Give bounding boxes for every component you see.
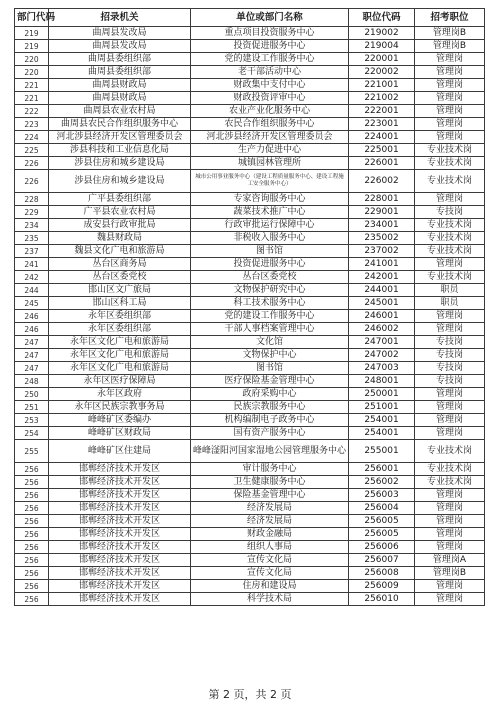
- agency-cell: 广平县委组织部: [49, 193, 191, 206]
- dept-code-cell: 220: [15, 66, 49, 79]
- position-code-cell: 241001: [349, 258, 415, 271]
- table-row: [15, 27, 485, 40]
- agency-cell: 邯郸经济技术开发区: [49, 476, 191, 489]
- unit-name-cell: 科学技术局: [191, 593, 349, 606]
- position-code-cell: 256006: [349, 541, 415, 554]
- unit-name-cell: 文物保护研究中心: [191, 284, 349, 297]
- table-row: [15, 79, 485, 92]
- header-position-code: 职位代码: [349, 9, 415, 27]
- dept-code-cell: 256: [15, 580, 49, 593]
- unit-name-cell: 老干部活动中心: [191, 66, 349, 79]
- dept-code-cell: 246: [15, 310, 49, 323]
- position-cell: 管理岗A: [415, 554, 485, 567]
- position-code-cell: 251001: [349, 401, 415, 414]
- agency-cell: 邯郸经济技术开发区: [49, 463, 191, 476]
- dept-code-cell: 226: [15, 157, 49, 170]
- agency-cell: 魏县财政局: [49, 232, 191, 245]
- agency-cell: 曲周县发改局: [49, 40, 191, 53]
- agency-cell: 河北涉县经济开发区管理委员会: [49, 131, 191, 144]
- position-cell: 专技岗: [415, 362, 485, 375]
- position-cell: 管理岗: [415, 323, 485, 336]
- position-code-cell: 221001: [349, 79, 415, 92]
- position-code-cell: 255001: [349, 440, 415, 463]
- unit-name-cell: 党的建设工作服务中心: [191, 53, 349, 66]
- position-cell: 专技岗: [415, 349, 485, 362]
- dept-code-cell: 256: [15, 541, 49, 554]
- table-row: [15, 502, 485, 515]
- table-row: [15, 206, 485, 219]
- dept-code-cell: 247: [15, 349, 49, 362]
- position-code-cell: 256003: [349, 489, 415, 502]
- table-row: [15, 388, 485, 401]
- position-code-cell: 256009: [349, 580, 415, 593]
- table-row: [15, 567, 485, 580]
- agency-cell: 邯郸经济技术开发区: [49, 515, 191, 528]
- position-cell: 管理岗: [415, 258, 485, 271]
- position-code-cell: 256010: [349, 593, 415, 606]
- unit-name-cell: 宣传文化局: [191, 554, 349, 567]
- agency-cell: 曲周县委组织部: [49, 53, 191, 66]
- table-row: [15, 53, 485, 66]
- unit-name-cell: 丛台区委党校: [191, 271, 349, 284]
- unit-name-cell: 机构编制电子政务中心: [191, 414, 349, 427]
- agency-cell: 成安县行政审批局: [49, 219, 191, 232]
- agency-cell: 邯郸经济技术开发区: [49, 541, 191, 554]
- unit-name-cell: 科工技术服务中心: [191, 297, 349, 310]
- table-row: [15, 157, 485, 170]
- dept-code-cell: 237: [15, 245, 49, 258]
- table-row: [15, 245, 485, 258]
- dept-code-cell: 256: [15, 476, 49, 489]
- unit-name-cell: 河北涉县经济开发区管理委员会: [191, 131, 349, 144]
- position-cell: 管理岗: [415, 489, 485, 502]
- unit-name-cell: 专家咨询服务中心: [191, 193, 349, 206]
- agency-cell: 邯郸经济技术开发区: [49, 567, 191, 580]
- agency-cell: 永年区政府: [49, 388, 191, 401]
- unit-name-cell: 经济发展局: [191, 515, 349, 528]
- table-row: [15, 541, 485, 554]
- agency-cell: 邯郸经济技术开发区: [49, 489, 191, 502]
- position-cell: 管理岗: [415, 118, 485, 131]
- unit-name-cell: 干部人事档案管理中心: [191, 323, 349, 336]
- unit-name-cell: 医疗保险基金管理中心: [191, 375, 349, 388]
- dept-code-cell: 242: [15, 271, 49, 284]
- dept-code-cell: 234: [15, 219, 49, 232]
- header-recruiting-agency: 招录机关: [49, 9, 191, 27]
- agency-cell: 丛台区商务局: [49, 258, 191, 271]
- agency-cell: 涉县住房和城乡建设局: [49, 170, 191, 193]
- position-code-cell: 234001: [349, 219, 415, 232]
- dept-code-cell: 244: [15, 284, 49, 297]
- dept-code-cell: 256: [15, 567, 49, 580]
- table-row: [15, 414, 485, 427]
- dept-code-cell: 235: [15, 232, 49, 245]
- table-row: [15, 515, 485, 528]
- dept-code-cell: 229: [15, 206, 49, 219]
- position-code-cell: 235002: [349, 232, 415, 245]
- position-cell: 专业技术岗: [415, 245, 485, 258]
- table-row: [15, 476, 485, 489]
- agency-cell: 涉县住房和城乡建设局: [49, 157, 191, 170]
- dept-code-cell: 241: [15, 258, 49, 271]
- position-code-cell: 254001: [349, 427, 415, 440]
- dept-code-cell: 251: [15, 401, 49, 414]
- table-row: [15, 118, 485, 131]
- table-row: [15, 336, 485, 349]
- position-code-cell: 229001: [349, 206, 415, 219]
- agency-cell: 永年区文化广电和旅游局: [49, 336, 191, 349]
- position-code-cell: 225001: [349, 144, 415, 157]
- unit-name-cell: 审计服务中心: [191, 463, 349, 476]
- position-code-cell: 254001: [349, 414, 415, 427]
- unit-name-cell: 文化馆: [191, 336, 349, 349]
- dept-code-cell: 256: [15, 502, 49, 515]
- table-row: [15, 271, 485, 284]
- table-row: [15, 284, 485, 297]
- dept-code-cell: 223: [15, 118, 49, 131]
- position-cell: 管理岗: [415, 515, 485, 528]
- dept-code-cell: 250: [15, 388, 49, 401]
- position-code-cell: 222001: [349, 105, 415, 118]
- position-cell: 专技岗: [415, 206, 485, 219]
- position-cell: 管理岗: [415, 131, 485, 144]
- dept-code-cell: 256: [15, 528, 49, 541]
- position-code-cell: 246001: [349, 310, 415, 323]
- table-row: [15, 362, 485, 375]
- position-cell: 专业技术岗: [415, 157, 485, 170]
- dept-code-cell: 220: [15, 53, 49, 66]
- position-cell: 管理岗: [415, 427, 485, 440]
- position-cell: 管理岗: [415, 193, 485, 206]
- position-code-cell: 242001: [349, 271, 415, 284]
- position-cell: 专业技术岗: [415, 476, 485, 489]
- position-cell: 专技岗: [415, 375, 485, 388]
- position-cell: 管理岗B: [415, 40, 485, 53]
- table-row: [15, 131, 485, 144]
- dept-code-cell: 254: [15, 427, 49, 440]
- unit-name-cell: 图书馆: [191, 362, 349, 375]
- table-row: [15, 323, 485, 336]
- position-cell: 管理岗B: [415, 567, 485, 580]
- dept-code-cell: 226: [15, 170, 49, 193]
- unit-name-cell: 民族宗教服务中心: [191, 401, 349, 414]
- unit-name-cell: 峰峰滏阳河国家湿地公园管理服务中心: [191, 440, 349, 463]
- position-cell: 管理岗: [415, 310, 485, 323]
- dept-code-cell: 247: [15, 336, 49, 349]
- table-row: [15, 170, 485, 193]
- position-cell: 管理岗: [415, 541, 485, 554]
- dept-code-cell: 256: [15, 463, 49, 476]
- dept-code-cell: 255: [15, 440, 49, 463]
- position-cell: 专业技术岗: [415, 440, 485, 463]
- agency-cell: 峰峰矿区财政局: [49, 427, 191, 440]
- unit-name-cell: 卫生健康服务中心: [191, 476, 349, 489]
- table-row: [15, 310, 485, 323]
- agency-cell: 魏县文化广电和旅游局: [49, 245, 191, 258]
- dept-code-cell: 246: [15, 323, 49, 336]
- position-code-cell: 221002: [349, 92, 415, 105]
- unit-name-cell: 城镇园林管理所: [191, 157, 349, 170]
- dept-code-cell: 256: [15, 554, 49, 567]
- position-cell: 专业技术岗: [415, 232, 485, 245]
- position-cell: 管理岗: [415, 53, 485, 66]
- position-cell: 专业技术岗: [415, 144, 485, 157]
- table-row: [15, 528, 485, 541]
- position-code-cell: 256005: [349, 515, 415, 528]
- position-code-cell: 256002: [349, 476, 415, 489]
- dept-code-cell: 221: [15, 79, 49, 92]
- recruitment-table: [14, 8, 485, 606]
- agency-cell: 邯山区科工局: [49, 297, 191, 310]
- table-row: [15, 427, 485, 440]
- agency-cell: 永年区医疗保障局: [49, 375, 191, 388]
- unit-name-cell: 蔬菜技术推广中心: [191, 206, 349, 219]
- position-code-cell: 246002: [349, 323, 415, 336]
- table-row: [15, 219, 485, 232]
- table-row: [15, 40, 485, 53]
- table-row: [15, 349, 485, 362]
- agency-cell: 曲周县农民合作组织服务中心: [49, 118, 191, 131]
- unit-name-cell: 非税收入服务中心: [191, 232, 349, 245]
- agency-cell: 邯郸经济技术开发区: [49, 528, 191, 541]
- dept-code-cell: 219: [15, 27, 49, 40]
- position-code-cell: 245001: [349, 297, 415, 310]
- table-row: [15, 489, 485, 502]
- table-row: [15, 144, 485, 157]
- table-header-row: [15, 9, 485, 27]
- unit-name-cell: 城市公用事业服务中心（建设工程质量服务中心、建设工程施工安全服务中心）: [191, 170, 349, 193]
- agency-cell: 曲周县财政局: [49, 79, 191, 92]
- table-row: [15, 105, 485, 118]
- agency-cell: 邯山区文广旅局: [49, 284, 191, 297]
- position-cell: 管理岗: [415, 388, 485, 401]
- position-code-cell: 219004: [349, 40, 415, 53]
- unit-name-cell: 财政金融局: [191, 528, 349, 541]
- agency-cell: 邯郸经济技术开发区: [49, 580, 191, 593]
- position-code-cell: 256001: [349, 463, 415, 476]
- unit-name-cell: 保险基金管理中心: [191, 489, 349, 502]
- header-dept-code: 部门代码: [15, 9, 49, 27]
- unit-name-cell: 农业产业化服务中心: [191, 105, 349, 118]
- position-cell: 管理岗: [415, 502, 485, 515]
- position-cell: 管理岗: [415, 414, 485, 427]
- position-code-cell: 237002: [349, 245, 415, 258]
- agency-cell: 邯郸经济技术开发区: [49, 593, 191, 606]
- table-row: [15, 92, 485, 105]
- agency-cell: 邯郸经济技术开发区: [49, 554, 191, 567]
- position-code-cell: 256005: [349, 528, 415, 541]
- position-cell: 管理岗: [415, 401, 485, 414]
- position-code-cell: 244001: [349, 284, 415, 297]
- agency-cell: 永年区文化广电和旅游局: [49, 349, 191, 362]
- agency-cell: 永年区文化广电和旅游局: [49, 362, 191, 375]
- header-unit-name: 单位或部门名称: [191, 9, 349, 27]
- position-code-cell: 256007: [349, 554, 415, 567]
- dept-code-cell: 256: [15, 593, 49, 606]
- position-cell: 管理岗: [415, 528, 485, 541]
- unit-name-cell: 图书馆: [191, 245, 349, 258]
- header-position: 招考职位: [415, 9, 485, 27]
- table-row: [15, 193, 485, 206]
- agency-cell: 丛台区委党校: [49, 271, 191, 284]
- dept-code-cell: 245: [15, 297, 49, 310]
- table-row: [15, 232, 485, 245]
- dept-code-cell: 221: [15, 92, 49, 105]
- position-code-cell: 248001: [349, 375, 415, 388]
- agency-cell: 邯郸经济技术开发区: [49, 502, 191, 515]
- table-row: [15, 375, 485, 388]
- position-cell: 管理岗B: [415, 27, 485, 40]
- unit-name-cell: 生产力促进中心: [191, 144, 349, 157]
- dept-code-cell: 253: [15, 414, 49, 427]
- position-code-cell: 247001: [349, 336, 415, 349]
- agency-cell: 永年区委组织部: [49, 323, 191, 336]
- unit-name-cell: 行政审批运行保障中心: [191, 219, 349, 232]
- position-code-cell: 247002: [349, 349, 415, 362]
- agency-cell: 曲周县发改局: [49, 27, 191, 40]
- position-code-cell: 220002: [349, 66, 415, 79]
- agency-cell: 峰峰矿区委编办: [49, 414, 191, 427]
- unit-name-cell: 投资促进服务中心: [191, 40, 349, 53]
- position-code-cell: 226001: [349, 157, 415, 170]
- unit-name-cell: 组织人事局: [191, 541, 349, 554]
- position-cell: 专业技术岗: [415, 219, 485, 232]
- table-row: [15, 580, 485, 593]
- position-code-cell: 224001: [349, 131, 415, 144]
- table-row: [15, 258, 485, 271]
- agency-cell: 曲周县农业农村局: [49, 105, 191, 118]
- agency-cell: 涉县科技和工业信息化局: [49, 144, 191, 157]
- page-footer: 第 2 页，共 2 页: [208, 688, 292, 701]
- position-code-cell: 247003: [349, 362, 415, 375]
- position-code-cell: 226002: [349, 170, 415, 193]
- unit-name-cell: 经济发展局: [191, 502, 349, 515]
- table-row: [15, 297, 485, 310]
- dept-code-cell: 247: [15, 362, 49, 375]
- position-code-cell: 256004: [349, 502, 415, 515]
- position-code-cell: 250001: [349, 388, 415, 401]
- dept-code-cell: 222: [15, 105, 49, 118]
- position-code-cell: 223001: [349, 118, 415, 131]
- position-cell: 管理岗: [415, 593, 485, 606]
- agency-cell: 永年区委组织部: [49, 310, 191, 323]
- unit-name-cell: 住房和建设局: [191, 580, 349, 593]
- position-cell: 管理岗: [415, 79, 485, 92]
- position-cell: 管理岗: [415, 580, 485, 593]
- table-row: [15, 463, 485, 476]
- agency-cell: 广平县农业农村局: [49, 206, 191, 219]
- dept-code-cell: 225: [15, 144, 49, 157]
- dept-code-cell: 224: [15, 131, 49, 144]
- unit-name-cell: 重点项目投资服务中心: [191, 27, 349, 40]
- position-cell: 专业技术岗: [415, 170, 485, 193]
- position-cell: 管理岗: [415, 66, 485, 79]
- position-cell: 管理岗: [415, 105, 485, 118]
- dept-code-cell: 228: [15, 193, 49, 206]
- unit-name-cell: 宣传文化局: [191, 567, 349, 580]
- agency-cell: 曲周县财政局: [49, 92, 191, 105]
- position-cell: 专业技术岗: [415, 463, 485, 476]
- position-cell: 管理岗: [415, 92, 485, 105]
- table-row: [15, 66, 485, 79]
- position-cell: 职员: [415, 284, 485, 297]
- dept-code-cell: 256: [15, 489, 49, 502]
- position-code-cell: 228001: [349, 193, 415, 206]
- unit-name-cell: 农民合作组织服务中心: [191, 118, 349, 131]
- table-row: [15, 554, 485, 567]
- dept-code-cell: 219: [15, 40, 49, 53]
- position-cell: 职员: [415, 297, 485, 310]
- position-code-cell: 220001: [349, 53, 415, 66]
- position-cell: 专技岗: [415, 336, 485, 349]
- table-row: [15, 440, 485, 463]
- unit-name-cell: 党的建设工作服务中心: [191, 310, 349, 323]
- agency-cell: 峰峰矿区住建局: [49, 440, 191, 463]
- unit-name-cell: 投资促进服务中心: [191, 258, 349, 271]
- agency-cell: 永年区民族宗教事务局: [49, 401, 191, 414]
- unit-name-cell: 文物保护中心: [191, 349, 349, 362]
- position-code-cell: 256008: [349, 567, 415, 580]
- position-code-cell: 219002: [349, 27, 415, 40]
- dept-code-cell: 256: [15, 515, 49, 528]
- dept-code-cell: 248: [15, 375, 49, 388]
- unit-name-cell: 财政投资评审中心: [191, 92, 349, 105]
- table-row: [15, 593, 485, 606]
- unit-name-cell: 财政集中支付中心: [191, 79, 349, 92]
- agency-cell: 曲周县委组织部: [49, 66, 191, 79]
- unit-name-cell: 政府采购中心: [191, 388, 349, 401]
- table-row: [15, 401, 485, 414]
- position-cell: 专业技术岗: [415, 271, 485, 284]
- unit-name-cell: 国有资产服务中心: [191, 427, 349, 440]
